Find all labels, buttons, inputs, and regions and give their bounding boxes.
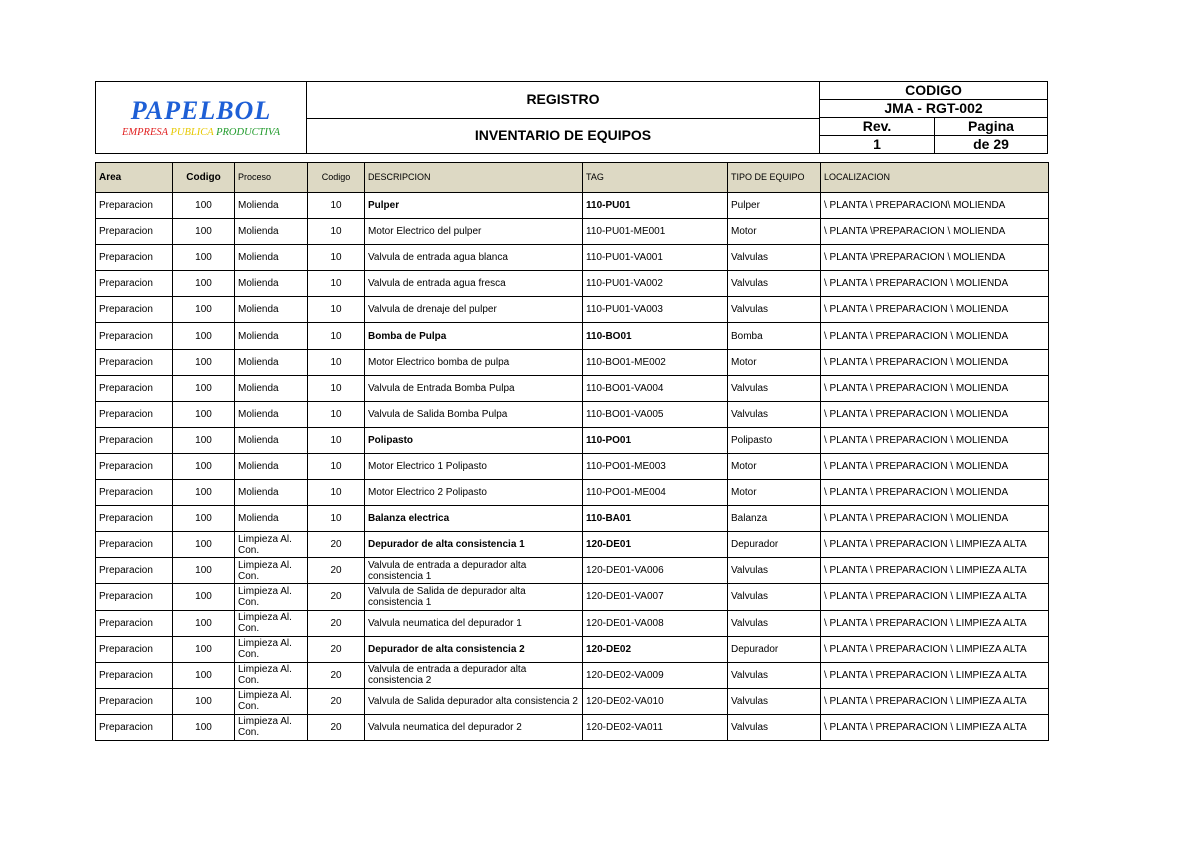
table-row <box>96 271 1049 297</box>
cell-area: Preparacion <box>96 219 173 245</box>
cell-tipo-equipo: Valvulas <box>728 688 821 714</box>
cell-codigo: 100 <box>173 610 235 636</box>
cell-tipo-equipo: Depurador <box>728 532 821 558</box>
cell-descripcion: Motor Electrico 1 Polipasto <box>365 453 583 479</box>
cell-localizacion: \ PLANTA \ PREPARACION \ MOLIENDA <box>821 297 1049 323</box>
table-row <box>96 506 1049 532</box>
cell-codigo: 100 <box>173 193 235 219</box>
cell-area: Preparacion <box>96 193 173 219</box>
cell-descripcion: Depurador de alta consistencia 1 <box>365 532 583 558</box>
cell-descripcion: Valvula neumatica del depurador 2 <box>365 714 583 740</box>
cell-proceso: Molienda <box>235 219 308 245</box>
cell-area: Preparacion <box>96 532 173 558</box>
cell-tipo-equipo: Balanza <box>728 506 821 532</box>
table-row <box>96 532 1049 558</box>
cell-codigo: 100 <box>173 584 235 610</box>
rev-pagina-values <box>820 136 1047 154</box>
cell-codigo-proceso: 10 <box>308 245 365 271</box>
cell-proceso: Molienda <box>235 349 308 375</box>
cell-codigo-proceso: 20 <box>308 636 365 662</box>
cell-tag: 120-DE01 <box>583 532 728 558</box>
table-row <box>96 297 1049 323</box>
table-row <box>96 480 1049 506</box>
cell-tag: 110-PU01-ME001 <box>583 219 728 245</box>
cell-tipo-equipo: Valvulas <box>728 558 821 584</box>
column-header-codigo: Codigo <box>173 163 235 193</box>
cell-descripcion: Balanza electrica <box>365 506 583 532</box>
cell-codigo: 100 <box>173 636 235 662</box>
cell-tag: 110-PU01-VA001 <box>583 245 728 271</box>
pagina-label: Pagina <box>968 118 1014 134</box>
column-header-descripcion: DESCRIPCION <box>365 163 583 193</box>
column-header-tag: TAG <box>583 163 728 193</box>
table-row <box>96 401 1049 427</box>
cell-codigo-proceso: 20 <box>308 662 365 688</box>
cell-localizacion: \ PLANTA \ PREPARACION \ MOLIENDA <box>821 323 1049 349</box>
cell-descripcion: Depurador de alta consistencia 2 <box>365 636 583 662</box>
cell-tag: 120-DE02-VA011 <box>583 714 728 740</box>
document-header <box>95 81 1048 154</box>
cell-codigo-proceso: 10 <box>308 349 365 375</box>
cell-proceso: Molienda <box>235 453 308 479</box>
cell-codigo: 100 <box>173 323 235 349</box>
cell-tipo-equipo: Valvulas <box>728 245 821 271</box>
cell-codigo: 100 <box>173 219 235 245</box>
cell-codigo-proceso: 20 <box>308 688 365 714</box>
cell-tipo-equipo: Motor <box>728 349 821 375</box>
table-row <box>96 584 1049 610</box>
code-cell <box>820 82 1047 153</box>
cell-tag: 120-DE02 <box>583 636 728 662</box>
cell-tag: 110-PO01-ME003 <box>583 453 728 479</box>
table-row <box>96 636 1049 662</box>
cell-area: Preparacion <box>96 480 173 506</box>
cell-codigo: 100 <box>173 401 235 427</box>
cell-proceso: Molienda <box>235 427 308 453</box>
document-title: INVENTARIO DE EQUIPOS <box>474 127 652 143</box>
cell-tipo-equipo: Depurador <box>728 636 821 662</box>
cell-tipo-equipo: Valvulas <box>728 584 821 610</box>
tagline-word-1: EMPRESA <box>121 127 168 138</box>
cell-localizacion: \ PLANTA \PREPARACION \ MOLIENDA <box>821 219 1049 245</box>
cell-codigo: 100 <box>173 375 235 401</box>
cell-codigo-proceso: 10 <box>308 297 365 323</box>
cell-area: Preparacion <box>96 349 173 375</box>
column-header-tipo: TIPO DE EQUIPO <box>728 163 821 193</box>
cell-tag: 110-PU01 <box>583 193 728 219</box>
cell-tag: 120-DE01-VA007 <box>583 584 728 610</box>
cell-tag: 110-BO01-VA005 <box>583 401 728 427</box>
cell-codigo-proceso: 20 <box>308 584 365 610</box>
cell-codigo: 100 <box>173 271 235 297</box>
cell-proceso: Limpieza Al. Con. <box>235 584 308 610</box>
table-row <box>96 610 1049 636</box>
table-row <box>96 558 1049 584</box>
cell-tipo-equipo: Bomba <box>728 323 821 349</box>
cell-codigo: 100 <box>173 662 235 688</box>
cell-tipo-equipo: Pulper <box>728 193 821 219</box>
cell-descripcion: Motor Electrico 2 Polipasto <box>365 480 583 506</box>
cell-proceso: Molienda <box>235 375 308 401</box>
cell-codigo: 100 <box>173 297 235 323</box>
cell-area: Preparacion <box>96 688 173 714</box>
cell-proceso: Molienda <box>235 245 308 271</box>
cell-descripcion: Valvula de Salida Bomba Pulpa <box>365 401 583 427</box>
cell-localizacion: \ PLANTA \ PREPARACION \ MOLIENDA <box>821 506 1049 532</box>
cell-tag: 110-BA01 <box>583 506 728 532</box>
cell-tag: 120-DE02-VA009 <box>583 662 728 688</box>
cell-area: Preparacion <box>96 506 173 532</box>
cell-descripcion: Valvula de entrada a depurador alta consistencia 1 <box>365 558 583 584</box>
cell-proceso: Molienda <box>235 323 308 349</box>
inventory-table <box>95 162 1049 741</box>
cell-tag: 110-BO01-ME002 <box>583 349 728 375</box>
cell-tipo-equipo: Valvulas <box>728 401 821 427</box>
cell-proceso: Limpieza Al. Con. <box>235 532 308 558</box>
table-body <box>96 193 1049 741</box>
cell-proceso: Molienda <box>235 480 308 506</box>
cell-proceso: Molienda <box>235 271 308 297</box>
cell-proceso: Limpieza Al. Con. <box>235 688 308 714</box>
cell-area: Preparacion <box>96 297 173 323</box>
cell-localizacion: \ PLANTA \ PREPARACION \ LIMPIEZA ALTA <box>821 532 1049 558</box>
table-row <box>96 323 1049 349</box>
cell-codigo: 100 <box>173 480 235 506</box>
cell-tipo-equipo: Valvulas <box>728 610 821 636</box>
cell-localizacion: \ PLANTA \ PREPARACION \ LIMPIEZA ALTA <box>821 688 1049 714</box>
cell-proceso: Limpieza Al. Con. <box>235 636 308 662</box>
table-row <box>96 349 1049 375</box>
pagina-value: de 29 <box>973 136 1009 152</box>
column-header-area: Area <box>96 163 173 193</box>
cell-proceso: Limpieza Al. Con. <box>235 662 308 688</box>
cell-localizacion: \ PLANTA \ PREPARACION \ LIMPIEZA ALTA <box>821 662 1049 688</box>
cell-area: Preparacion <box>96 558 173 584</box>
cell-descripcion: Valvula de drenaje del pulper <box>365 297 583 323</box>
cell-proceso: Molienda <box>235 193 308 219</box>
cell-tipo-equipo: Motor <box>728 219 821 245</box>
cell-codigo-proceso: 10 <box>308 427 365 453</box>
cell-codigo-proceso: 20 <box>308 558 365 584</box>
cell-codigo: 100 <box>173 245 235 271</box>
cell-codigo: 100 <box>173 427 235 453</box>
cell-localizacion: \ PLANTA \ PREPARACION \ MOLIENDA <box>821 349 1049 375</box>
column-header-proceso: Proceso <box>235 163 308 193</box>
rev-value: 1 <box>820 136 935 154</box>
cell-codigo: 100 <box>173 558 235 584</box>
cell-localizacion: \ PLANTA \ PREPARACION \ LIMPIEZA ALTA <box>821 584 1049 610</box>
company-logo: PAPELBOL <box>130 96 272 125</box>
cell-descripcion: Valvula de Salida de depurador alta consistencia 1 <box>365 584 583 610</box>
cell-localizacion: \ PLANTA \ PREPARACION \ MOLIENDA <box>821 375 1049 401</box>
cell-descripcion: Bomba de Pulpa <box>365 323 583 349</box>
cell-localizacion: \ PLANTA \ PREPARACION \ MOLIENDA <box>821 401 1049 427</box>
cell-localizacion: \ PLANTA \ PREPARACION \ MOLIENDA <box>821 271 1049 297</box>
title-cell <box>307 82 820 153</box>
cell-tag: 110-PU01-VA002 <box>583 271 728 297</box>
cell-tipo-equipo: Polipasto <box>728 427 821 453</box>
cell-tag: 110-PO01-ME004 <box>583 480 728 506</box>
cell-area: Preparacion <box>96 271 173 297</box>
cell-area: Preparacion <box>96 714 173 740</box>
tagline-word-3: PRODUCTIVA <box>216 127 281 138</box>
cell-codigo-proceso: 10 <box>308 480 365 506</box>
cell-descripcion: Polipasto <box>365 427 583 453</box>
rev-pagina-labels <box>820 118 1047 136</box>
cell-tag: 120-DE02-VA010 <box>583 688 728 714</box>
cell-proceso: Limpieza Al. Con. <box>235 610 308 636</box>
cell-codigo-proceso: 10 <box>308 323 365 349</box>
tagline-word-2: PUBLICA <box>170 127 214 138</box>
table-row <box>96 427 1049 453</box>
cell-tipo-equipo: Valvulas <box>728 714 821 740</box>
cell-proceso: Limpieza Al. Con. <box>235 558 308 584</box>
cell-tipo-equipo: Valvulas <box>728 375 821 401</box>
cell-tipo-equipo: Valvulas <box>728 662 821 688</box>
cell-descripcion: Valvula de Salida depurador alta consistencia 2 <box>365 688 583 714</box>
table-row <box>96 714 1049 740</box>
table-row <box>96 375 1049 401</box>
cell-codigo: 100 <box>173 532 235 558</box>
cell-localizacion: \ PLANTA \PREPARACION \ MOLIENDA <box>821 245 1049 271</box>
cell-localizacion: \ PLANTA \ PREPARACION \ LIMPIEZA ALTA <box>821 558 1049 584</box>
cell-area: Preparacion <box>96 453 173 479</box>
cell-codigo: 100 <box>173 688 235 714</box>
cell-tag: 110-BO01 <box>583 323 728 349</box>
cell-codigo: 100 <box>173 714 235 740</box>
cell-codigo-proceso: 20 <box>308 610 365 636</box>
company-tagline <box>96 127 306 138</box>
cell-codigo-proceso: 20 <box>308 532 365 558</box>
cell-codigo: 100 <box>173 349 235 375</box>
cell-tag: 110-PU01-VA003 <box>583 297 728 323</box>
cell-tipo-equipo: Motor <box>728 480 821 506</box>
cell-proceso: Molienda <box>235 297 308 323</box>
cell-area: Preparacion <box>96 662 173 688</box>
cell-codigo: 100 <box>173 506 235 532</box>
cell-proceso: Molienda <box>235 506 308 532</box>
cell-descripcion: Valvula de entrada agua fresca <box>365 271 583 297</box>
cell-codigo-proceso: 10 <box>308 193 365 219</box>
cell-codigo-proceso: 10 <box>308 401 365 427</box>
cell-proceso: Limpieza Al. Con. <box>235 714 308 740</box>
cell-tipo-equipo: Valvulas <box>728 271 821 297</box>
table-row <box>96 245 1049 271</box>
cell-tipo-equipo: Valvulas <box>728 297 821 323</box>
cell-codigo-proceso: 10 <box>308 271 365 297</box>
cell-codigo: 100 <box>173 453 235 479</box>
cell-localizacion: \ PLANTA \ PREPARACION \ LIMPIEZA ALTA <box>821 714 1049 740</box>
cell-descripcion: Valvula de entrada agua blanca <box>365 245 583 271</box>
table-row <box>96 193 1049 219</box>
cell-area: Preparacion <box>96 245 173 271</box>
cell-localizacion: \ PLANTA \ PREPARACION \ MOLIENDA <box>821 480 1049 506</box>
cell-tipo-equipo: Motor <box>728 453 821 479</box>
cell-area: Preparacion <box>96 636 173 662</box>
cell-descripcion: Motor Electrico bomba de pulpa <box>365 349 583 375</box>
table-row <box>96 453 1049 479</box>
codigo-label: CODIGO <box>820 82 1047 100</box>
logo-cell <box>96 82 307 153</box>
cell-descripcion: Motor Electrico del pulper <box>365 219 583 245</box>
cell-codigo-proceso: 10 <box>308 453 365 479</box>
cell-codigo-proceso: 10 <box>308 506 365 532</box>
table-header-row <box>96 163 1049 193</box>
cell-area: Preparacion <box>96 584 173 610</box>
cell-proceso: Molienda <box>235 401 308 427</box>
cell-localizacion: \ PLANTA \ PREPARACION \ LIMPIEZA ALTA <box>821 610 1049 636</box>
cell-area: Preparacion <box>96 375 173 401</box>
table-row <box>96 662 1049 688</box>
cell-codigo-proceso: 10 <box>308 219 365 245</box>
cell-area: Preparacion <box>96 401 173 427</box>
cell-localizacion: \ PLANTA \ PREPARACION \ MOLIENDA <box>821 453 1049 479</box>
cell-tag: 110-BO01-VA004 <box>583 375 728 401</box>
cell-localizacion: \ PLANTA \ PREPARACION \ MOLIENDA <box>821 427 1049 453</box>
column-header-codigo-proceso: Codigo <box>308 163 365 193</box>
cell-area: Preparacion <box>96 610 173 636</box>
cell-codigo-proceso: 20 <box>308 714 365 740</box>
table-row <box>96 688 1049 714</box>
cell-tag: 120-DE01-VA006 <box>583 558 728 584</box>
cell-codigo-proceso: 10 <box>308 375 365 401</box>
rev-label: Rev. <box>820 118 935 135</box>
cell-descripcion: Valvula de entrada a depurador alta consistencia 2 <box>365 662 583 688</box>
codigo-value: JMA - RGT-002 <box>820 100 1047 118</box>
column-header-localizacion: LOCALIZACION <box>821 163 1049 193</box>
cell-descripcion: Valvula de Entrada Bomba Pulpa <box>365 375 583 401</box>
registro-title: REGISTRO <box>307 82 819 119</box>
table-row <box>96 219 1049 245</box>
cell-localizacion: \ PLANTA \ PREPARACION\ MOLIENDA <box>821 193 1049 219</box>
cell-tag: 120-DE01-VA008 <box>583 610 728 636</box>
cell-area: Preparacion <box>96 323 173 349</box>
cell-tag: 110-PO01 <box>583 427 728 453</box>
cell-descripcion: Valvula neumatica del depurador 1 <box>365 610 583 636</box>
cell-area: Preparacion <box>96 427 173 453</box>
cell-descripcion: Pulper <box>365 193 583 219</box>
cell-localizacion: \ PLANTA \ PREPARACION \ LIMPIEZA ALTA <box>821 636 1049 662</box>
